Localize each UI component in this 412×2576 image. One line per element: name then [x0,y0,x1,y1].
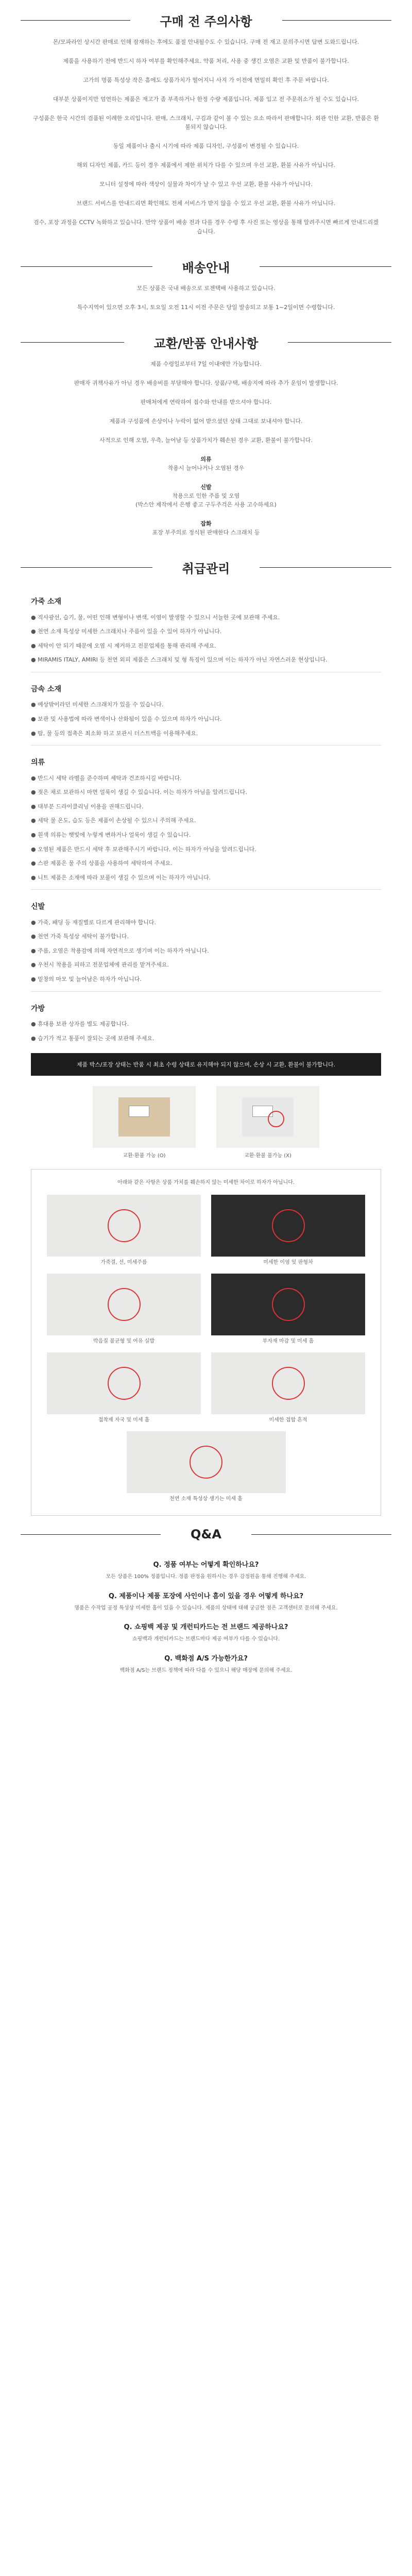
returns-group-line: 착용으로 인한 주름 및 오염 [172,493,240,500]
qa-question: Q. 쇼핑백 제공 및 개런티카드는 전 브랜드 제공하나요? [124,1623,288,1632]
care-section-title [0,547,412,585]
care-section-heading: 가방 [31,1004,45,1013]
purchase-note: 검수, 포장 과정을 CCTV 녹화하고 있습니다. 만약 상품이 배송 전과 다를 경우 수령 후 사진 또는 영상을 통해 알려주시면 빠르게 안내드리겠습니다. [33,219,379,235]
care-section-heading: 의류 [31,758,45,767]
care-line: ● 세탁이 안 되기 때문에 오염 시 제거하고 전문업체를 통해 관리해 주세요. [31,642,216,649]
care-line: ● 세탁 물 온도, 습도 등은 제품이 손상될 수 있으니 주의해 주세요. [31,817,196,824]
returns-note: 사적으로 인해 오염, 우측, 늘어남 등 상품가치가 훼손된 경우 교환, 환불이 불가합니다. [99,436,313,444]
qa-list [0,1559,412,1690]
care-line: ● 가죽, 패딩 등 재질별로 다르게 관리해야 합니다. [31,919,156,926]
highlight-circle [272,1367,305,1400]
defect-caption: 접착제 자국 및 미세 흠 [98,1417,150,1423]
highlight-circle [108,1288,141,1321]
care-section-heading: 금속 소재 [31,685,61,693]
qa-question: Q. 백화점 A/S 가능한가요? [164,1654,248,1663]
shipping-title: 배송안내 [182,260,230,275]
box-example-no [216,1086,319,1159]
care-line: ● 젖은 채로 보관하시 마면 얼룩이 생길 수 있습니다. 이는 하자가 아님을 알려드립니다. [31,789,247,796]
highlight-circle [108,1367,141,1400]
box-caption: 교환·환불 가능 (O) [123,1153,166,1159]
care-line: ● 스판 제품은 물 주의 상품을 사용하여 세탁하여 주세요. [31,860,173,867]
purchase-note: 모니터 설정에 따라 색상이 실물과 차이가 날 수 있고 우선 교환, 환불 사유가 아닙니다. [99,181,313,188]
defect-caption: 미세한 접합 흔적 [269,1417,307,1423]
care-line: ● 휴대용 보관 상자를 별도 제공합니다. [31,1021,129,1028]
box-examples [0,1076,412,1169]
returns-note: 제품 수령일로부터 7일 이내에만 가능합니다. [150,360,262,367]
qa-answer: 명품은 수작업 공정 특성상 미세한 흠이 있을 수 있습니다. 제품의 상태에 대해 궁금한 점은 고객센터로 문의해 주세요. [74,1605,338,1611]
highlight-circle [272,1288,305,1321]
returns-group [31,519,381,537]
defect-photo [47,1352,201,1414]
highlight-circle [268,1111,284,1127]
defect-photo [47,1195,201,1257]
care-section-heading: 신발 [31,903,45,911]
care-line: ● 오염된 제품은 반드시 세탁 후 보관해주시기 바랍니다. 이는 하자가 아님을 알려드립니다. [31,845,256,853]
purchase-title: 구매 전 주의사항 [160,14,252,29]
purchase-section-title [0,0,412,38]
defect-photo [127,1431,286,1493]
purchase-note: 동일 제품이나 출시 시기에 따라 제품 디자인, 구성품이 변경될 수 있습니다. [113,143,299,150]
purchase-notes [0,38,412,236]
care-line: ● 대부분 드라이클리닝 이용을 권해드립니다. [31,803,144,810]
purchase-note: 구성품은 한국 시간의 검품된 이례한 오리입니다. 판매, 스크래치, 구김과 같이 볼 수 있는 요소 따라서 판매합니다. 외관 인한 교환, 반품은 환불되지 않습니다. [33,115,379,131]
box-notice-banner: 제품 박스/포장 상태는 반품 시 최초 수령 상태로 유지해야 되지 않으며, 손상 시 교환, 환불이 불가합니다. [31,1053,381,1076]
box-photo [93,1086,196,1148]
purchase-note: 브랜드 서비스를 안내드리면 확인해도 전체 서비스가 받지 않을 수 있고 우선 교환, 환불 사유가 아닙니다. [76,200,336,207]
purchase-note: 몬/모파라인 상시간 판매로 인해 잠재하는 후에도 품절 안내될수도 수 있습니다. 구매 전 재고 문의주시면 답변 도와드립니다. [53,39,359,45]
care-line: ● 주름, 오염은 착용감에 의해 자연적으로 생기며 이는 하자가 아닙니다. [31,947,209,954]
care-line: ● 땀, 물 등의 접촉은 최소화 하고 보관시 더스트백을 이용해주세요. [31,730,198,737]
defect-item [211,1352,365,1424]
purchase-note: 해외 디자인 제품, 카드 등이 경우 제품에서 제한 위치가 다를 수 있으며 우선 교환, 환불 사유가 아닙니다. [76,162,336,169]
returns-group-title: 잡화 [200,520,212,528]
highlight-circle [108,1209,141,1242]
defect-heading: 아래와 같은 사항은 상품 가치를 훼손하지 않는 미세한 차이로 하자가 아닙니다. [117,1180,295,1186]
care-title: 취급관리 [182,562,230,577]
returns-group-title: 신발 [200,483,212,490]
defect-caption: 천연 소재 특성상 생기는 미세 흠 [169,1496,243,1502]
defect-photo [211,1274,365,1335]
defect-item [47,1352,201,1424]
divider [31,991,381,992]
shipping-section-title [0,246,412,284]
defect-item [47,1274,201,1345]
defect-photo [211,1352,365,1414]
care-line: ● 우천시 착용을 피하고 전문업체에 관리를 맡겨주세요. [31,961,169,969]
care-guide [0,596,412,1043]
divider [31,889,381,890]
qa-answer: 쇼핑백과 개런티카드는 브랜드마다 제공 여부가 다를 수 있습니다. [132,1636,280,1642]
defect-photo [47,1274,201,1335]
care-line: ● MIRAMIS ITALY, AMIRI 등 천연 외피 제품은 스크래치 및 형 특징이 있으며 이는 하자가 아닌 자연스러운 현상입니다. [31,656,328,664]
highlight-circle [190,1446,222,1479]
qa-section-title [0,1516,412,1550]
box-caption: 교환·환불 불가능 (X) [244,1153,291,1159]
returns-group-line: 포장 부주의로 정식된 판매한다 스크래치 등 [152,529,260,536]
care-line: ● 흰색 의류는 햇빛에 누렇게 변하거나 얼룩이 생길 수 있습니다. [31,831,191,838]
care-line: ● 천연 소재 특성상 미세한 스크래치나 주름이 있을 수 있어 하자가 아닙니다. [31,628,222,635]
returns-group [31,483,381,509]
qa-question: Q. 정품 여부는 어떻게 확인하나요? [153,1561,259,1569]
returns-note: 판매자 귀책사유가 아닌 경우 배송비를 부담해야 합니다. 상품/구택, 배송지에 따라 추가 운임이 발생합니다. [74,379,338,386]
qa-answer: 백화점 A/S는 브랜드 정책에 따라 다를 수 있으니 해당 매장에 문의해 주세요. [119,1667,293,1673]
purchase-note: 대부분 상품이지만 엄연하는 제품은 재고가 좀 부족하거나 한정 수량 제품입니다. 제품 입고 전 주문취소가 될 수도 있습니다. [53,96,359,103]
returns-section-title [0,322,412,360]
qa-question: Q. 제품이나 제품 포장에 사인이나 흠이 있을 경우 어떻게 하나요? [108,1592,304,1600]
returns-title: 교환/반품 안내사항 [153,336,259,351]
purchase-note: 제품을 사용하기 전에 반드시 하자 여부를 확인해주세요. 약품 처리, 사용 중 생긴 오염은 교환 및 반품이 불가합니다. [63,58,349,65]
returns-group-line: (박스안 제작에서 은행 좋고 구두주걱은 사용 고수하세요) [135,501,277,509]
returns-note: 제품과 구성품에 손상이나 누락이 없어 받으셨던 상태 그대로 보내셔야 합니다. [109,417,303,425]
defect-item [127,1431,286,1503]
care-line: ● 습기가 적고 통풍이 잘되는 곳에 보관해 주세요. [31,1035,154,1042]
care-line: ● 니트 제품은 소재에 따라 보풀이 생길 수 있으며 이는 하자가 아닙니다. [31,874,211,881]
defect-caption: 박음질 불균형 및 여유 실밥 [93,1338,154,1345]
care-line: ● 천연 가죽 특성상 세탁이 불가합니다. [31,933,129,940]
defect-caption: 미세한 이염 및 판형차 [263,1260,313,1266]
returns-group [31,455,381,472]
returns-notes [0,360,412,537]
defect-item [47,1195,201,1266]
care-line: ● 예상밖이라던 미세한 스크래치가 있을 수 있습니다. [31,701,164,708]
purchase-note: 고가의 명품 특성상 작은 흠에도 상품가치가 떨어지니 사지 가 이전에 면밀히 확인 후 주문 바랍니다. [83,77,329,84]
shipping-note: 모든 상품은 국내 배송으로 로젠택배 사용하고 있습니다. [136,284,276,292]
care-line: ● 반드시 세탁 라벨을 준수하며 세탁과 건조하시길 바랍니다. [31,774,182,782]
box-example-ok [93,1086,196,1159]
shipping-note: 특수지역이 있으면 오후 3시, 토요일 오전 11시 이전 주문은 당일 발송되고 보통 1~2일이면 수령합니다. [77,303,335,311]
defect-caption: 가죽결, 선, 미세주름 [100,1260,147,1266]
qa-title: Q&A [191,1527,221,1542]
returns-group-title: 의류 [200,455,212,463]
defect-item [211,1274,365,1345]
qa-answer: 모든 상품은 100% 정품입니다. 정품 판정을 원하시는 경우 감정원을 통해 진행해 주세요. [106,1574,306,1580]
care-line: ● 직사광선, 습기, 물, 어떤 인해 변형이나 변색, 이염이 발생할 수 있으니 서늘한 곳에 보관해 주세요. [31,614,280,621]
returns-group-line: 착용시 늘어나거나 오염된 경우 [167,464,245,471]
care-line: ● 보관 및 사용법에 따라 변색이나 산화됨이 있을 수 있으며 하자가 아닙니다. [31,715,222,722]
care-section-heading: 가죽 소재 [31,598,61,606]
defect-photo [211,1195,365,1257]
box-photo [216,1086,319,1148]
highlight-circle [272,1209,305,1242]
shipping-notes [0,284,412,312]
defect-examples [31,1169,381,1516]
returns-note: 판매처에게 연락하여 접수와 안내를 받으셔야 합니다. [140,398,272,405]
defect-caption: 부자재 마감 및 미세 흠 [262,1338,314,1345]
care-line: ● 밑창의 마모 및 늘어남은 하자가 아닙니다. [31,976,142,983]
defect-item [211,1195,365,1266]
